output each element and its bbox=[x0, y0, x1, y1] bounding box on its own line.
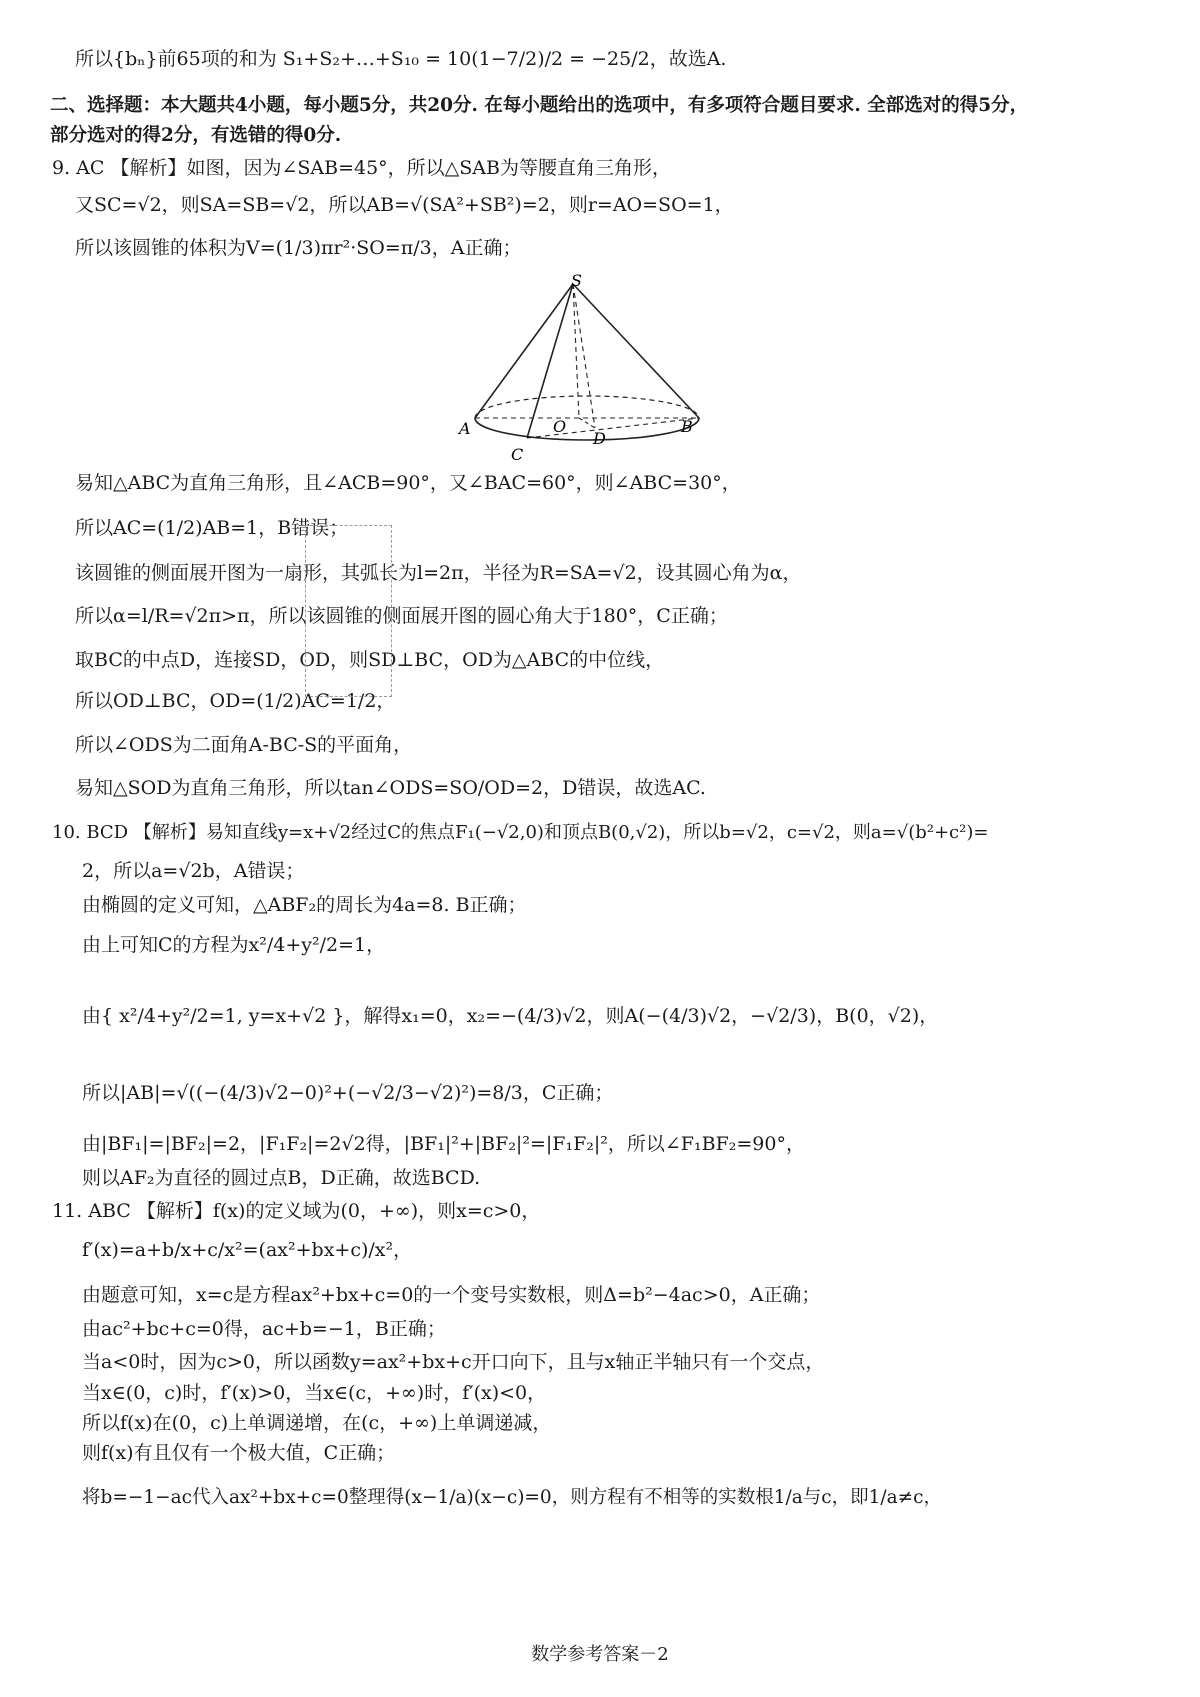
section-heading: 二、选择题：本大题共4小题，每小题5分，共20分. 在每小题给出的选项中，有多项符合题目要求. 全部选对的得5分， bbox=[50, 95, 1029, 116]
q10-line-6: 所以|AB|=√((−(4/3)√2−0)²+(−√2/3−√2)²)=8/3，C正确； bbox=[82, 1082, 614, 1104]
page-footer: 数学参考答案－2 bbox=[531, 1644, 669, 1665]
cone-figure bbox=[459, 271, 705, 464]
q9-line-1: 9. AC 【解析】如图，因为∠SAB=45°，所以△SAB为等腰直角三角形， bbox=[52, 157, 671, 179]
q9-line-9: 所以OD⊥BC，OD=(1/2)AC=1/2， bbox=[75, 690, 396, 712]
q10-line-8: 则以AF₂为直径的圆过点B，D正确，故选BCD. bbox=[82, 1167, 481, 1189]
q11-line-7: 所以f(x)在(0，c)上单调递增，在(c，+∞)上单调递减， bbox=[82, 1412, 552, 1434]
label-c: C bbox=[511, 445, 524, 464]
text-line-1: 所以{bₙ}前65项的和为 S₁+S₂+…+S₁₀ = 10(1−7/2)/2 = −25/2，故选A. bbox=[75, 48, 727, 70]
q9-line-2: 又SC=√2，则SA=SB=√2，所以AB=√(SA²+SB²)=2，则r=AO=SO=1， bbox=[75, 194, 734, 216]
q11-line-4: 由ac²+bc+c=0得，ac+b=−1，B正确； bbox=[82, 1318, 446, 1340]
q9-line-4: 易知△ABC为直角三角形，且∠ACB=90°，又∠BAC=60°，则∠ABC=30°， bbox=[75, 472, 741, 494]
q9-line-7: 所以α=l/R=√2π>π，所以该圆锥的侧面展开图的圆心角大于180°，C正确； bbox=[75, 605, 728, 627]
q10-line-4: 由上可知C的方程为x²/4+y²/2=1， bbox=[82, 934, 386, 956]
q11-line-2: f′(x)=a+b/x+c/x²=(ax²+bx+c)/x²， bbox=[82, 1239, 413, 1261]
q9-line-10: 所以∠ODS为二面角A-BC-S的平面角， bbox=[75, 734, 413, 756]
q11-line-3: 由题意可知，x=c是方程ax²+bx+c=0的一个变号实数根，则Δ=b²−4ac>0，A正确； bbox=[82, 1284, 821, 1306]
q11-line-6: 当x∈(0，c)时，f′(x)>0，当x∈(c，+∞)时，f′(x)<0， bbox=[82, 1382, 547, 1404]
q9-line-6: 该圆锥的侧面展开图为一扇形，其弧长为l=2π，半径为R=SA=√2，设其圆心角为α， bbox=[75, 562, 802, 584]
q9-line-11: 易知△SOD为直角三角形，所以tan∠ODS=SO/OD=2，D错误，故选AC. bbox=[75, 777, 706, 799]
q9-line-5: 所以AC=(1/2)AB=1，B错误； bbox=[75, 517, 349, 539]
q10-line-5: 由{ x²/4+y²/2=1, y=x+√2 }，解得x₁=0，x₂=−(4/3)√2，则A(−(4/3)√2，−√2/3)，B(0，√2)， bbox=[82, 1005, 939, 1027]
q10-line-3: 由椭圆的定义可知，△ABF₂的周长为4a=8. B正确； bbox=[82, 894, 527, 916]
q9-line-8: 取BC的中点D，连接SD，OD，则SD⊥BC，OD为△ABC的中位线， bbox=[75, 649, 665, 671]
q9-line-3: 所以该圆锥的体积为V=(1/3)πr²·SO=π/3，A正确； bbox=[75, 237, 522, 259]
label-a: A bbox=[459, 419, 471, 438]
section-heading-cont: 部分选对的得2分，有选错的得0分. bbox=[50, 125, 342, 146]
label-o: O bbox=[553, 417, 567, 436]
q10-line-7: 由|BF₁|=|BF₂|=2，|F₁F₂|=2√2得，|BF₁|²+|BF₂|²=|F₁F₂|²，所以∠F₁BF₂=90°， bbox=[82, 1133, 805, 1155]
label-d: D bbox=[593, 429, 606, 448]
q11-line-8: 则f(x)有且仅有一个极大值，C正确； bbox=[82, 1442, 396, 1464]
selection-box bbox=[305, 525, 392, 697]
q11-line-9: 将b=−1−ac代入ax²+bx+c=0整理得(x−1/a)(x−c)=0，则方程有不相等的实数根1/a与c，即1/a≠c， bbox=[82, 1487, 942, 1508]
label-b: B bbox=[681, 417, 693, 436]
q10-line-1: 10. BCD 【解析】易知直线y=x+√2经过C的焦点F₁(−√2,0)和顶点B(0,√2)，所以b=√2，c=√2，则a=√(b²+c²)= bbox=[52, 822, 989, 843]
label-s: S bbox=[571, 271, 582, 290]
q11-line-5: 当a<0时，因为c>0，所以函数y=ax²+bx+c开口向下，且与x轴正半轴只有一个交点， bbox=[82, 1351, 825, 1373]
q10-line-2: 2，所以a=√2b，A错误； bbox=[82, 860, 305, 882]
q11-line-1: 11. ABC 【解析】f(x)的定义域为(0，+∞)，则x=c>0， bbox=[52, 1200, 541, 1222]
